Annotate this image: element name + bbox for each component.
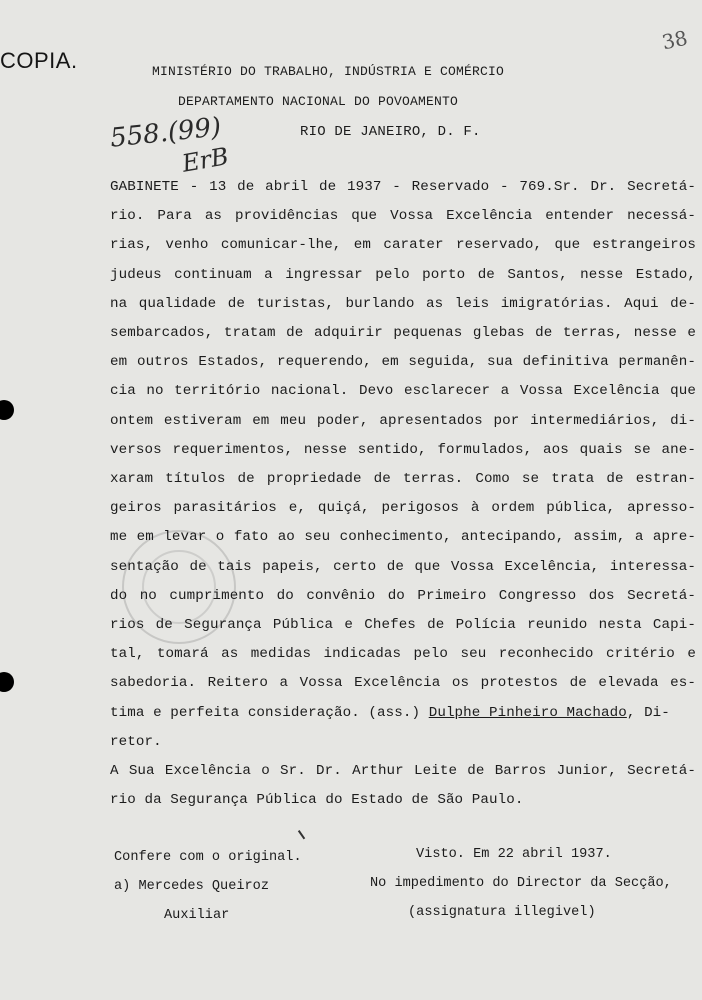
body-line: cia no território nacional. Devo esclarecer a Vossa Excelência que	[110, 383, 696, 400]
addressee-line: rio da Segurança Pública do Estado de São Paulo.	[110, 792, 524, 809]
body-line: sentação de tais papeis, certo de que Vossa Excelência, interessa-	[110, 558, 696, 575]
body-line: rias, venho comunicar-lhe, em carater reservado, que estrangeiros	[110, 237, 696, 254]
confer-note: Confere com o original.	[114, 850, 302, 865]
letter-body	[110, 173, 696, 815]
pen-mark	[298, 827, 310, 840]
body-line: geiros parasitários e, quiçá, perigosos à ordem pública, apresso-	[110, 500, 696, 517]
body-line: na qualidade de turistas, burlando as leis imigratórias. Aqui de-	[110, 295, 696, 312]
punch-hole-bottom	[0, 672, 14, 692]
confer-signer: a) Mercedes Queiroz	[114, 879, 269, 894]
page-number-mark: 38	[659, 25, 690, 55]
ministry-heading: MINISTÉRIO DO TRABALHO, INDÚSTRIA E COMÉRCIO	[152, 64, 505, 79]
addressee-line: A Sua Excelência o Sr. Dr. Arthur Leite de Barros Junior, Secretá-	[110, 763, 696, 780]
visto-date: Visto. Em 22 abril 1937.	[416, 847, 612, 862]
closing-line	[110, 699, 696, 728]
illegible-signature-note: (assignatura illegivel)	[408, 905, 596, 920]
body-line: rios de Segurança Pública e Chefes de Polícia reunido nesta Capi-	[110, 617, 696, 634]
copy-label: COPIA.	[0, 48, 78, 73]
confer-signer-role: Auxiliar	[164, 908, 230, 923]
body-line: me em levar o fato ao seu conhecimento, antecipando, assim, a apre-	[110, 529, 696, 546]
body-line: sabedoria. Reitero a Vossa Excelência os protestos de elevada es-	[110, 675, 696, 692]
location-heading: RIO DE JANEIRO, D. F.	[300, 124, 481, 140]
body-line: rio. Para as providências que Vossa Excelência entender necessá-	[110, 208, 696, 225]
body-line: GABINETE - 13 de abril de 1937 - Reservado - 769.Sr. Dr. Secretá-	[110, 179, 696, 195]
body-line: versos requerimentos, nesse sentido, formulados, aos quais se ane-	[110, 441, 696, 458]
body-line: sembarcados, tratam de adquirir pequenas glebas de terras, nesse e	[110, 325, 696, 342]
punch-hole-top	[0, 400, 14, 420]
closing-last-line: retor.	[110, 733, 162, 750]
body-line: xaram títulos de propriedade de terras. Como se trata de estran-	[110, 471, 696, 488]
body-line: ontem estiveram em meu poder, apresentados por intermediários, di-	[110, 412, 696, 429]
body-line: do no cumprimento do convênio do Primeiro Congresso dos Secretá-	[110, 587, 696, 604]
body-line: em outros Estados, requerendo, em seguida, sua definitiva permanên-	[110, 354, 696, 371]
signatory-name: Dulphe Pinheiro Machado	[428, 704, 627, 721]
handwritten-reference: 558.(99)	[108, 112, 223, 154]
body-line: tal, tomará as medidas indicadas pelo seu reconhecido critério e	[110, 646, 696, 663]
handwritten-initials: ErB	[179, 142, 231, 178]
impedimento-note: No impedimento do Director da Secção,	[370, 876, 672, 891]
body-line: judeus continuam a ingressar pelo porto de Santos, nesse Estado,	[110, 266, 696, 283]
closing-text: tima e perfeita consideração. (ass.)	[110, 704, 429, 721]
closing-suffix: , Di-	[626, 704, 670, 721]
department-heading: DEPARTAMENTO NACIONAL DO POVOAMENTO	[178, 94, 459, 109]
